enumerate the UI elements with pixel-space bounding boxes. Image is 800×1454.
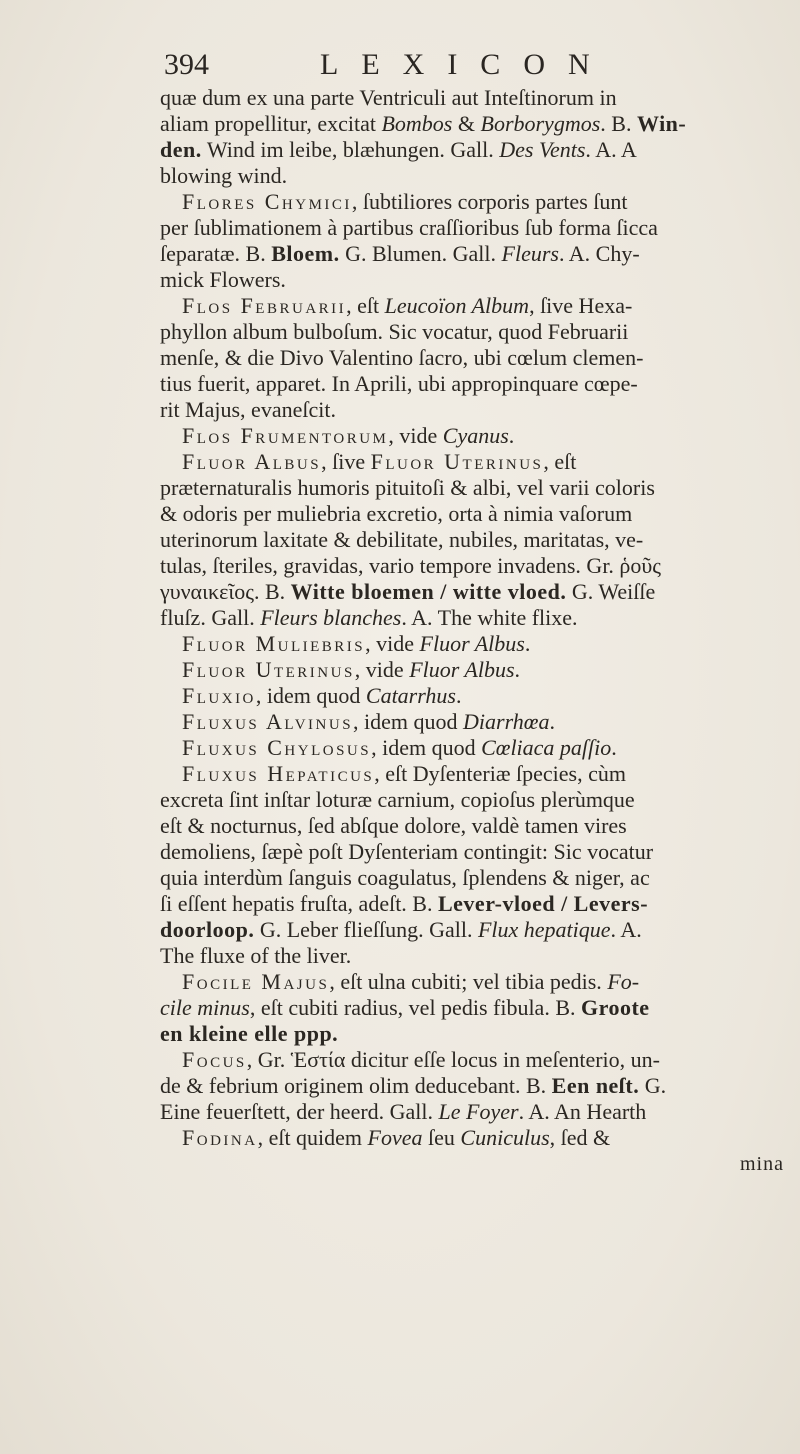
- italic-term: Borborygmos: [480, 111, 601, 136]
- text-line: [160, 163, 796, 189]
- text-run: , eſt Dyſenteriæ ſpecies, cùm: [374, 761, 626, 786]
- page-number: 394: [164, 48, 209, 81]
- text-line: [160, 1099, 796, 1125]
- text-line: [160, 449, 796, 475]
- text-run: .: [455, 683, 462, 708]
- italic-term: Leucoïon Album: [384, 293, 530, 318]
- text-run: , eſt quidem: [257, 1125, 368, 1150]
- text-run: G.: [639, 1073, 667, 1098]
- text-run: per ſublimationem à partibus craſſioribus ſub forma ſicca: [160, 215, 658, 240]
- text-run: tulas, ſteriles, gravidas, vario tempore invadens. Gr. ῥοῦς: [160, 553, 662, 578]
- text-run: excreta ſint inſtar loturæ carnium, copioſus plerùmque: [160, 787, 635, 812]
- text-line: [160, 241, 796, 267]
- text-run: The fluxe of the liver.: [160, 943, 352, 968]
- entry-headword: Fluxus Chylosus: [182, 735, 372, 760]
- text-run: .: [514, 657, 521, 682]
- italic-term: Bombos: [381, 111, 453, 136]
- italic-term: Cœliaca paſſio: [481, 735, 612, 760]
- text-run: , ſed &: [549, 1125, 611, 1150]
- catchword: mina: [740, 1153, 784, 1175]
- text-line: [160, 267, 796, 293]
- entry-headword: Focile Majus: [182, 969, 330, 994]
- text-line: [160, 85, 796, 111]
- text-line: [160, 787, 796, 813]
- italic-term: Fluor Albus: [409, 657, 515, 682]
- italic-term: Fovea: [367, 1125, 423, 1150]
- italic-term: cile minus: [160, 995, 250, 1020]
- text-run: G. Blumen. Gall.: [339, 241, 502, 266]
- text-line: [160, 579, 796, 605]
- text-run: , ſive: [321, 449, 371, 474]
- text-run: fluſz. Gall.: [160, 605, 261, 630]
- text-line: [160, 1021, 796, 1047]
- text-line: [160, 683, 796, 709]
- entry-headword: Flores Chymici: [182, 189, 352, 214]
- italic-term: Fleurs blanches: [260, 605, 402, 630]
- text-run: ſeu: [422, 1125, 461, 1150]
- text-line: [160, 371, 796, 397]
- text-run: Eine feuerſtett, der heerd. Gall.: [160, 1099, 439, 1124]
- entry-headword: Flos Frumentorum: [182, 423, 389, 448]
- text-run: .: [508, 423, 515, 448]
- text-run: , idem quod: [371, 735, 482, 760]
- text-line: [160, 995, 796, 1021]
- text-run: & odoris per muliebria excretio, orta à nimia vaſorum: [160, 501, 633, 526]
- text-run: . A. A: [585, 137, 637, 162]
- blackletter-term: Een neſt.: [551, 1073, 640, 1098]
- text-line: [160, 1047, 796, 1073]
- text-line: [160, 397, 796, 423]
- text-run: demoliens, ſæpè poſt Dyſenteriam contingit: Sic vocatur: [160, 839, 654, 864]
- text-line: [160, 501, 796, 527]
- blackletter-term: doorloop.: [160, 917, 255, 942]
- italic-term: Cyanus: [442, 423, 509, 448]
- text-line: [160, 891, 796, 917]
- text-run: Wind im leibe, blæhungen. Gall.: [201, 137, 500, 162]
- text-line: [160, 475, 796, 501]
- italic-term: Fleurs: [501, 241, 559, 266]
- text-line: [160, 345, 796, 371]
- blackletter-term: en kleine elle ppp.: [160, 1021, 339, 1046]
- text-run: de & febrium originem olim deducebant. B.: [160, 1073, 552, 1098]
- text-run: γυναικεῖος. B.: [160, 579, 291, 604]
- entry-headword: Fluxus Hepaticus: [182, 761, 375, 786]
- blackletter-term: Lever-vloed / Levers-: [437, 891, 649, 916]
- entry-headword: Flos Februarii: [182, 293, 347, 318]
- text-line: [160, 761, 796, 787]
- text-run: ſeparatæ. B.: [160, 241, 272, 266]
- text-run: , idem quod: [353, 709, 464, 734]
- italic-term: Des Vents: [499, 137, 586, 162]
- text-run: G. Weiſſe: [566, 579, 656, 604]
- blackletter-term: Witte bloemen / witte vloed.: [290, 579, 567, 604]
- text-run: rit Majus, evaneſcit.: [160, 397, 336, 422]
- text-line: [160, 917, 796, 943]
- entry-headword: Fluxio: [182, 683, 256, 708]
- text-run: uterinorum laxitate & debilitate, nubiles, maritatas, ve-: [160, 527, 644, 552]
- text-run: G. Leber flieſſung. Gall.: [254, 917, 478, 942]
- text-run: , idem quod: [255, 683, 366, 708]
- text-run: , Gr. Ἑστία dicitur eſſe locus in meſenterio, un-: [246, 1047, 660, 1072]
- italic-term: Flux hepatique: [477, 917, 611, 942]
- text-line: [160, 215, 796, 241]
- text-run: , ſubtiliores corporis partes ſunt: [351, 189, 628, 214]
- text-run: blowing wind.: [160, 163, 288, 188]
- text-line: [160, 839, 796, 865]
- text-line: [160, 1073, 796, 1099]
- text-run: &: [452, 111, 481, 136]
- text-run: , vide: [354, 657, 410, 682]
- entry-headword: Fodina: [182, 1125, 258, 1150]
- text-run: eſt & nocturnus, ſed abſque dolore, valdè tamen vires: [160, 813, 627, 838]
- text-run: , vide: [365, 631, 420, 656]
- blackletter-term: Groote: [581, 995, 650, 1020]
- text-line: [160, 865, 796, 891]
- text-run: . A.: [610, 917, 642, 942]
- text-line: [160, 943, 796, 969]
- text-line: [160, 189, 796, 215]
- text-run: .: [524, 631, 531, 656]
- text-run: .: [549, 709, 555, 734]
- text-run: . A. Chy-: [558, 241, 640, 266]
- blackletter-term: Win-: [636, 111, 687, 136]
- lexicon-entries: [160, 85, 796, 1177]
- text-run: . A. The white flixe.: [401, 605, 578, 630]
- text-run: quæ dum ex una parte Ventriculi aut Inteſtinorum in: [160, 85, 617, 110]
- text-run: phyllon album bulboſum. Sic vocatur, quod Februarii: [160, 319, 629, 344]
- text-run: .: [611, 735, 617, 760]
- italic-term: Fluor Albus: [419, 631, 525, 656]
- text-run: mick Flowers.: [160, 267, 286, 292]
- text-line: [160, 735, 796, 761]
- running-title: LEXICON: [320, 48, 613, 81]
- entry-headword: Fluxus Alvinus: [182, 709, 354, 734]
- text-line: [160, 137, 796, 163]
- text-line: [160, 111, 796, 137]
- blackletter-term: den.: [160, 137, 202, 162]
- italic-term: Diarrhœa: [463, 709, 550, 734]
- text-line: [160, 319, 796, 345]
- italic-term: Cuniculus: [460, 1125, 550, 1150]
- text-line: [160, 709, 796, 735]
- text-line: [160, 657, 796, 683]
- text-run: præternaturalis humoris pituitoſi & albi, vel varii coloris: [160, 475, 655, 500]
- text-line: [160, 423, 796, 449]
- text-run: , eſt cubiti radius, vel pedis fibula. B.: [249, 995, 581, 1020]
- blackletter-term: Bloem.: [271, 241, 340, 266]
- text-line: [160, 631, 796, 657]
- text-run: quia interdùm ſanguis coagulatus, ſplendens & niger, ac: [160, 865, 650, 890]
- text-line: [160, 813, 796, 839]
- text-run: , eſt: [346, 293, 385, 318]
- text-run: , ſive Hexa-: [529, 293, 633, 318]
- text-run: aliam propellitur, excitat: [160, 111, 382, 136]
- text-run: , eſt ulna cubiti; vel tibia pedis.: [329, 969, 608, 994]
- text-line: [160, 293, 796, 319]
- italic-term: Le Foyer: [438, 1099, 519, 1124]
- entry-headword: Focus: [182, 1047, 247, 1072]
- text-run: , vide: [388, 423, 443, 448]
- entry-headword: Fluor Uterinus: [370, 449, 544, 474]
- italic-term: Catarrhus: [365, 683, 456, 708]
- italic-term: Fo-: [607, 969, 640, 994]
- entry-headword: Fluor Albus: [182, 449, 322, 474]
- entry-headword: Fluor Uterinus: [182, 657, 355, 682]
- text-run: ſi eſſent hepatis fruſta, adeſt. B.: [160, 891, 438, 916]
- text-line: [160, 605, 796, 631]
- text-run: , eſt: [543, 449, 577, 474]
- entry-headword: Fluor Muliebris: [182, 631, 366, 656]
- text-line: [160, 527, 796, 553]
- text-run: menſe, & die Divo Valentino ſacro, ubi cœlum clemen-: [160, 345, 644, 370]
- text-run: tius fuerit, apparet. In Aprili, ubi appropinquare cœpe-: [160, 371, 638, 396]
- text-run: . A. An Hearth: [518, 1099, 647, 1124]
- text-run: . B.: [600, 111, 637, 136]
- text-line: [160, 553, 796, 579]
- text-line: [160, 1125, 796, 1151]
- text-line: [160, 969, 796, 995]
